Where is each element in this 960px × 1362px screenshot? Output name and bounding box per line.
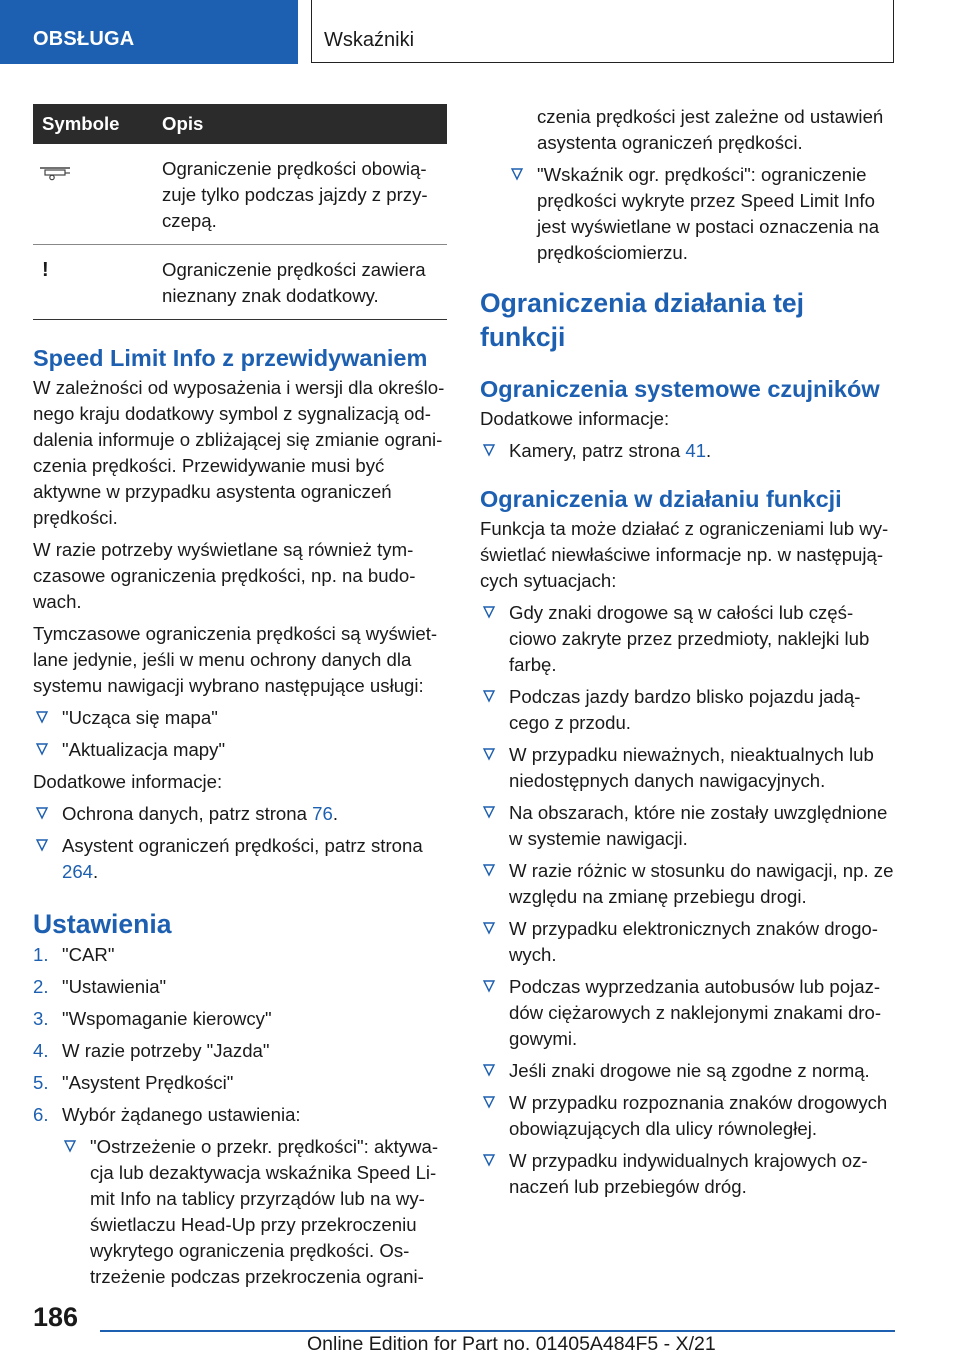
list-item: Ochrona danych, patrz strona 76. (33, 801, 447, 827)
list-item: W przypadku nieważnych, nieaktualnych lub niedostępnych danych nawigacyjnych. (480, 742, 896, 794)
page-number: 186 (33, 1302, 79, 1332)
paragraph-function-limits: Funkcja ta może działać z ograniczeniami lub wy- świetlać niewłaściwe informacje np. w następują- cych sytuacjach: (480, 518, 889, 591)
heading-sensors: Ograniczenia systemowe czujników (480, 376, 880, 402)
sub-list-item: "Ostrzeżenie o przekr. prędkości": aktywa- cja lub dezaktywacja wskaźnika Speed Li- mit Info na tablicy przyrządów lub na wy- świetlaczu Head-Up przy przekroczeniu wykrytego ograniczenia prędkości. Os- trzeżenie podczas przekroczenia ograni- (33, 1134, 447, 1290)
trailer-speed-icon (39, 162, 71, 188)
triangle-bullet-icon (482, 1153, 496, 1167)
heading-function-limits: Ograniczenia w działaniu funkcji (480, 486, 842, 512)
extra-info-label: Dodatkowe informacje: (480, 408, 670, 429)
sub-list-item: "Wskaźnik ogr. prędkości": ograniczenie prędkości wykryte przez Speed Limit Info jest wyświetlane w postaci oznaczenia na prędkościomierzu. (480, 162, 896, 266)
list-item: Jeśli znaki drogowe nie są zgodne z normą. (480, 1058, 896, 1084)
triangle-bullet-icon (35, 806, 49, 820)
table-row (33, 144, 447, 245)
triangle-bullet-icon (482, 863, 496, 877)
triangle-bullet-icon (482, 689, 496, 703)
section-label: OBSŁUGA (33, 28, 135, 50)
list-item: Asystent ograniczeń prędkości, patrz strona 264. (33, 833, 447, 885)
list-item: W razie różnic w stosunku do nawigacji, np. ze względu na zmianę przebiegu drogi. (480, 858, 896, 910)
page-link-41[interactable]: 41 (685, 440, 707, 461)
right-column (480, 104, 896, 1200)
step-item: 3. "Wspomaganie kierowcy" (33, 1008, 272, 1029)
triangle-bullet-icon (63, 1139, 77, 1153)
triangle-bullet-icon (482, 921, 496, 935)
list-item: Na obszarach, które nie zostały uwzględnione w systemie nawigacji. (480, 800, 896, 852)
heading-limits: Ograniczenia działania tej funkcji (480, 288, 804, 352)
left-column (33, 104, 447, 1290)
step-item: 1. "CAR" (33, 944, 115, 965)
paragraph-forecast: W zależności od wyposażenia i wersji dla określo- nego kraju dodatkowy symbol z sygnalizacją od- dalenia informuje o zbliżającej się zmianie ograni- czenia prędkości. Przewidywanie musi być aktywne w przypadku asystenta ograniczeń prędkości. (33, 377, 445, 528)
list-item: Podczas jazdy bardzo blisko pojazdu jadą- cego z przodu. (480, 684, 896, 736)
triangle-bullet-icon (482, 1063, 496, 1077)
table-cell-description: Ograniczenie prędkości obowią- zuje tylko podczas jajzdy z przy- czepą. (162, 144, 447, 245)
step-item: 5. "Asystent Prędkości" (33, 1072, 234, 1093)
triangle-bullet-icon (482, 979, 496, 993)
table-header-description: Opis (162, 104, 447, 144)
page-link-76[interactable]: 76 (312, 803, 333, 824)
triangle-bullet-icon (510, 167, 524, 181)
paragraph-services: Tymczasowe ograniczenia prędkości są wyświet- lane jedynie, jeśli w menu ochrony danych dla systemu nawigacji wybrano następujące usługi: (33, 623, 438, 696)
list-item: Podczas wyprzedzania autobusów lub pojaz- dów ciężarowych z naklejonymi znakami dro- gowymi. (480, 974, 896, 1052)
list-item: "Aktualizacja mapy" (33, 737, 447, 763)
step-item: 4. W razie potrzeby "Jazda" (33, 1040, 270, 1061)
table-row (33, 245, 447, 320)
step-item: 2. "Ustawienia" (33, 976, 167, 997)
paragraph-temporary: W razie potrzeby wyświetlane są również tym- czasowe ograniczenia prędkości, np. na budo- wach. (33, 539, 416, 612)
triangle-bullet-icon (35, 742, 49, 756)
triangle-bullet-icon (35, 838, 49, 852)
list-item: "Ucząca się mapa" (33, 705, 447, 731)
table-header-row (33, 104, 447, 144)
triangle-bullet-icon (35, 710, 49, 724)
extra-info-label: Dodatkowe informacje: (33, 771, 223, 792)
list-item: W przypadku elektronicznych znaków drogo- wych. (480, 916, 896, 968)
sub-list-item-continued: czenia prędkości jest zależne od ustawień asystenta ograniczeń prędkości. (537, 106, 884, 153)
footer-edition: Online Edition for Part no. 01405A484F5 - X/21 (307, 1333, 716, 1355)
triangle-bullet-icon (482, 443, 496, 457)
step-item: 6. Wybór żądanego ustawienia: (33, 1104, 301, 1125)
chapter-title: Wskaźniki (324, 29, 415, 51)
exclamation-icon: ! (42, 259, 49, 281)
list-item: W przypadku rozpoznania znaków drogowych obowiązujących dla ulicy równoległej. (480, 1090, 896, 1142)
table-cell-description: Ograniczenie prędkości zawiera nieznany znak dodatkowy. (162, 245, 447, 320)
heading-forecast: Speed Limit Info z przewidywaniem (33, 345, 428, 371)
triangle-bullet-icon (482, 805, 496, 819)
triangle-bullet-icon (482, 605, 496, 619)
footer-rule (100, 1330, 895, 1332)
symbols-table (33, 104, 447, 320)
page-link-264[interactable]: 264 (62, 861, 94, 882)
table-header-symbols: Symbole (33, 104, 162, 144)
triangle-bullet-icon (482, 747, 496, 761)
list-item: Gdy znaki drogowe są w całości lub częś- ciowo zakryte przez przedmioty, naklejki lub farbę. (480, 600, 896, 678)
heading-settings: Ustawienia (33, 909, 172, 939)
list-item: Kamery, patrz strona 41. (480, 438, 896, 464)
triangle-bullet-icon (482, 1095, 496, 1109)
list-item: W przypadku indywidualnych krajowych oz- naczeń lub przebiegów dróg. (480, 1148, 896, 1200)
